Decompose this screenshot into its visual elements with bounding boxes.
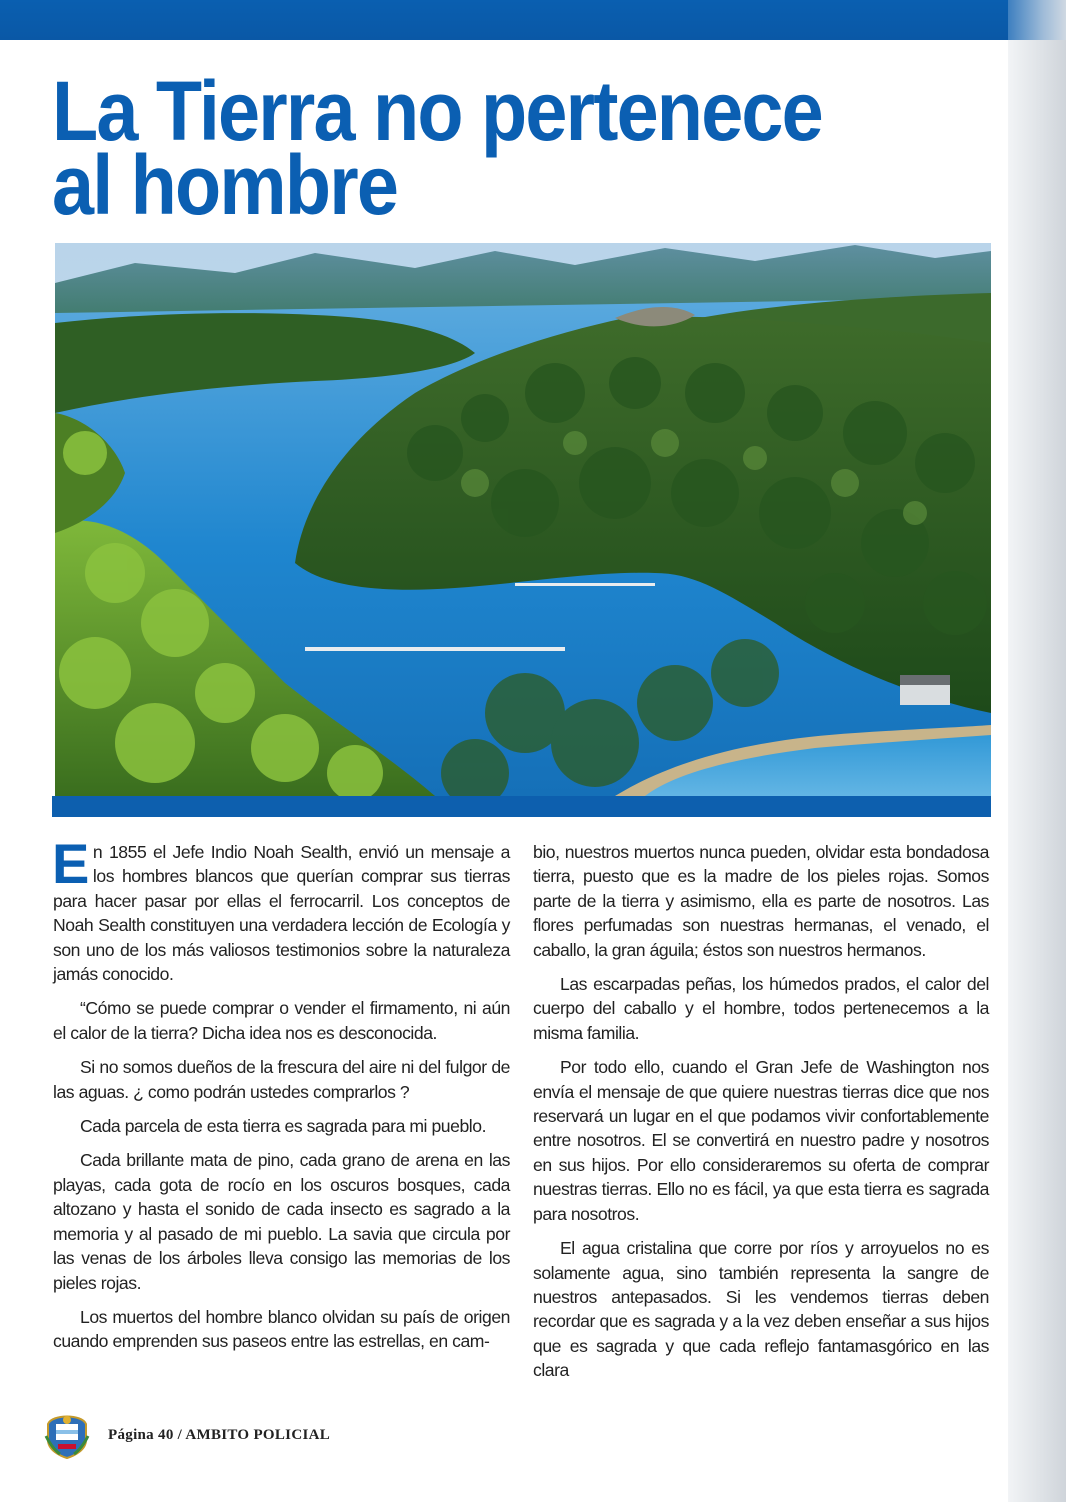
title-line-2: al hombre	[52, 138, 398, 232]
page-footer	[44, 1410, 330, 1460]
page-title	[52, 64, 862, 232]
paragraph: El agua cristalina que corre por ríos y arroyuelos no es solamente agua, sino también representa la sangre de nuestros antepasados. Si les vendemos tierras deben recordar que es sagrada y a la vez deben enseñar a sus hijos que es sagrada y que cada reflejo fantamasgórico en las clara	[533, 1238, 989, 1381]
paragraph: Si no somos dueños de la frescura del aire ni del fulgor de las aguas. ¿ como podrán ustedes comprarlos ?	[53, 1057, 510, 1102]
article-column-right	[533, 840, 989, 1393]
paragraph: Cada parcela de esta tierra es sagrada para mi pueblo.	[80, 1116, 487, 1137]
police-shield-icon	[44, 1410, 90, 1460]
paragraph: bio, nuestros muertos nunca pueden, olvidar esta bondadosa tierra, puesto que es la madre de los pieles rojas. Somos parte de la tierra y asimismo, ella es parte de nosotros. Las flores perfumadas son nuestras hermanas, el venado, el caballo, la gran águila; éstos son nuestros hermanos.	[533, 842, 989, 960]
photo-caption-bar	[52, 796, 991, 817]
lake-landscape-photo	[55, 243, 991, 796]
drop-cap: E	[52, 832, 89, 895]
paragraph: Cada brillante mata de pino, cada grano de arena en las playas, cada gota de rocío en los oscuros bosques, cada altozano y hasta el sonido de cada insecto es sagrado a la memoria y al pasado de mi pueblo. La savia que circula por las venas de los árboles lleva consigo las memorias de los pieles rojas.	[53, 1150, 510, 1293]
title-line-1: La Tierra no pertenece	[52, 64, 822, 158]
paragraph: Por todo ello, cuando el Gran Jefe de Washington nos envía el mensaje de que quiere nuestras tierras dice que nos reservará un lugar en el que podamos vivir confortablemente entre nosotros. El se convertirá en nuestro padre y nosotros en sus hijos. Por ello consideraremos su oferta de comprar nuestras tierras. Ello no es fácil, ya que esta tierra es sagrada para nosotros.	[533, 1057, 989, 1224]
page-number-label: Página 40 / AMBITO POLICIAL	[108, 1426, 331, 1443]
paragraph: Las escarpadas peñas, los húmedos prados, el calor del cuerpo del caballo y el hombre, todos pertenecemos a la misma familia.	[533, 974, 989, 1043]
paragraph-text: n 1855 el Jefe Indio Noah Sealth, envió un mensaje a los hombres blancos que querían comprar sus tierras para hacer pasar por ellas el ferrocarril. Los conceptos de Noah Sealth constituyen una verdadera lección de Ecología y son uno de los más valiosos testimonios sobre la naturaleza jamás conocido.	[53, 842, 510, 985]
top-color-bar	[0, 0, 1010, 40]
paragraph: Los muertos del hombre blanco olvidan su país de origen cuando emprenden sus paseos entre las estrellas, en cam-	[53, 1306, 510, 1352]
page-edge-shadow	[1008, 0, 1066, 1502]
paragraph	[52, 832, 510, 986]
article-column-left	[52, 832, 510, 1364]
paragraph: “Cómo se puede comprar o vender el firmamento, ni aún el calor de la tierra? Dicha idea nos es desconocida.	[53, 998, 510, 1043]
page-edge-top	[1008, 0, 1066, 40]
